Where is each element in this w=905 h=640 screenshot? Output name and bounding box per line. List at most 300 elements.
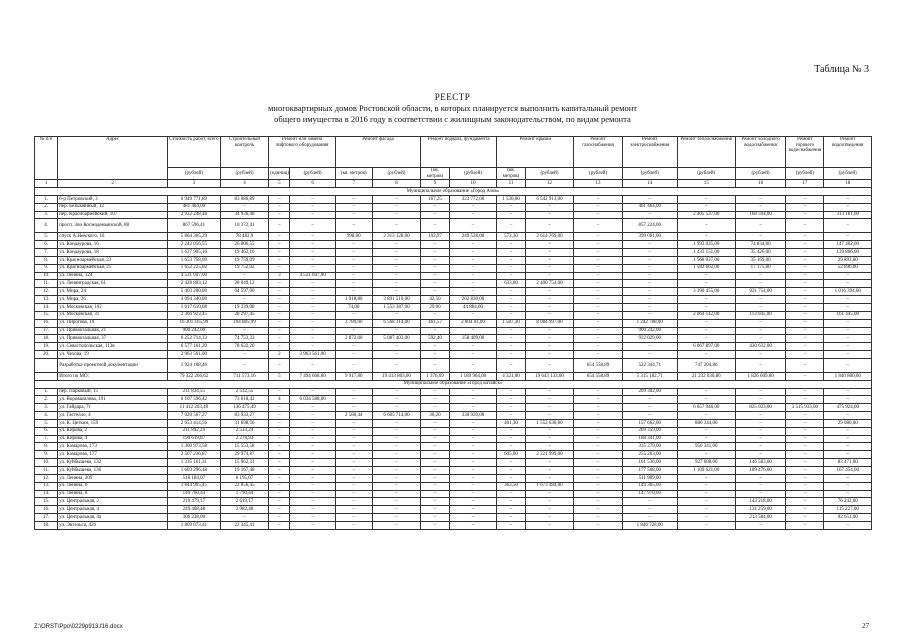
value-cell: 2 507 236,87 (167, 451, 220, 459)
value-cell: – (372, 427, 421, 435)
value-cell: – (335, 219, 372, 233)
value-cell: 26 806,55 (220, 241, 269, 249)
value-cell: 143 218,00 (735, 498, 786, 506)
value-cell: – (372, 474, 421, 482)
value-cell: – (622, 249, 677, 257)
value-cell: – (335, 272, 372, 280)
row-number-cell: 7. (35, 249, 58, 257)
value-cell: 15 962,31 (220, 459, 269, 467)
value-cell: – (574, 396, 623, 404)
value-cell: 28 049,12 (220, 280, 269, 288)
value-cell: 880 344,00 (677, 419, 735, 427)
row-number-cell: 14. (35, 490, 58, 498)
value-cell: – (786, 482, 824, 490)
value-cell: – (786, 288, 824, 296)
value-cell: 6 195,07 (220, 474, 269, 482)
col-header-gas: Ремонт газоснабжения (574, 137, 623, 168)
value-cell: – (372, 396, 421, 404)
value-cell: 2 614 769,00 (525, 233, 574, 241)
row-number-cell: 6. (35, 427, 58, 435)
value-cell: – (574, 482, 623, 490)
value-cell: 2 963 561,00 (290, 351, 335, 359)
value-cell: – (735, 203, 786, 211)
value-cell: 211 834,55 (167, 388, 220, 396)
value-cell: – (525, 506, 574, 514)
value-cell: 79 322 266,62 (167, 372, 220, 380)
col-number: 16 (735, 180, 786, 188)
value-cell: 2 532,55 (220, 388, 269, 396)
value-cell: – (786, 498, 824, 506)
value-cell: 2 872,00 (335, 335, 372, 343)
section-title-row (35, 380, 872, 388)
value-cell: – (735, 443, 786, 451)
value-cell: – (735, 219, 786, 233)
value-cell: – (525, 303, 574, 311)
value-cell: – (290, 280, 335, 288)
value-cell: – (497, 490, 525, 498)
value-cell: – (335, 264, 372, 272)
address-cell: ул. Ленинградская, 61 (58, 280, 168, 288)
value-cell: 2 221 999,00 (525, 451, 574, 459)
unit-cell: (рублей) (290, 168, 335, 180)
col-number: 15 (677, 180, 735, 188)
value-cell: – (335, 358, 372, 372)
value-cell: – (497, 211, 525, 219)
value-cell: 6 252 714,33 (167, 335, 220, 343)
value-cell: 2 428 803,12 (167, 280, 220, 288)
value-cell: – (372, 482, 421, 490)
value-cell: – (372, 451, 421, 459)
value-cell: – (735, 272, 786, 280)
value-cell: – (735, 303, 786, 311)
address-cell: ул. Ленина, 209 (58, 474, 168, 482)
value-cell: – (269, 427, 290, 435)
value-cell: – (677, 482, 735, 490)
value-cell: – (525, 467, 574, 475)
row-number-cell: 13. (35, 482, 58, 490)
value-cell: 29 080,00 (824, 419, 872, 427)
col-header-heat: Ремонт теплоснабжения (677, 137, 735, 168)
value-cell: – (421, 427, 449, 435)
value-cell: 149 760,44 (167, 490, 220, 498)
address-cell: пер. Красноармейский, 107 (58, 211, 168, 219)
value-cell: – (497, 443, 525, 451)
value-cell: – (290, 343, 335, 351)
value-cell: 189 476,00 (735, 467, 786, 475)
value-cell: 481 464,00 (167, 203, 220, 211)
value-cell: – (449, 490, 497, 498)
table-row (35, 241, 872, 249)
value-cell: – (525, 396, 574, 404)
value-cell: 461 464,00 (622, 203, 677, 211)
value-cell: – (269, 474, 290, 482)
value-cell: – (497, 396, 525, 404)
value-cell: – (525, 358, 574, 372)
value-cell: – (290, 467, 335, 475)
value-cell: – (335, 435, 372, 443)
value-cell: – (622, 343, 677, 351)
value-cell: 1 242 788,00 (622, 319, 677, 327)
row-number-cell: 11. (35, 280, 58, 288)
value-cell: 572,30 (497, 233, 525, 241)
value-cell: – (421, 343, 449, 351)
row-number-cell: 7. (35, 435, 58, 443)
value-cell: – (677, 514, 735, 522)
value-cell: – (525, 474, 574, 482)
value-cell: – (290, 288, 335, 296)
value-cell: – (269, 467, 290, 475)
table-row (35, 482, 872, 490)
value-cell: 900 242,00 (167, 327, 220, 335)
value-cell: – (786, 372, 824, 380)
value-cell: 8 084 997,00 (525, 319, 574, 327)
value-cell: – (290, 327, 335, 335)
value-cell: – (497, 335, 525, 343)
col-header-no: № п/п (35, 137, 58, 180)
col-header-cold: Ремонт холодного водоснабжения (735, 137, 786, 168)
value-cell: – (372, 351, 421, 359)
table-row (35, 296, 872, 304)
value-cell: – (220, 514, 269, 522)
value-cell: – (786, 311, 824, 319)
value-cell: 7 494 608,00 (290, 372, 335, 380)
value-cell: – (497, 388, 525, 396)
value-cell: – (335, 288, 372, 296)
value-cell: – (269, 211, 290, 219)
col-number: 11 (497, 180, 525, 188)
address-cell: ул. Севастопольская, 113в (58, 343, 168, 351)
value-cell: – (574, 311, 623, 319)
value-cell: – (335, 443, 372, 451)
value-cell: 2 (269, 351, 290, 359)
value-cell: 161 536,00 (622, 459, 677, 467)
value-cell: – (290, 296, 335, 304)
value-cell: – (449, 498, 497, 506)
col-number: 7 (335, 180, 372, 188)
value-cell: – (335, 506, 372, 514)
table-row (35, 211, 872, 219)
address-cell: ул. Мира, 24 (58, 288, 168, 296)
value-cell: 209 302,00 (622, 388, 677, 396)
value-cell: 19 643 133,00 (525, 372, 574, 380)
value-cell: – (574, 319, 623, 327)
value-cell: – (735, 396, 786, 404)
value-cell: 6 542 913,00 (525, 195, 574, 203)
table-row (35, 219, 872, 233)
value-cell: 4 531 047,00 (290, 272, 335, 280)
address-cell: ул. Привокзальная, 37 (58, 335, 168, 343)
value-cell: 335 279,00 (622, 443, 677, 451)
value-cell: – (525, 412, 574, 420)
value-cell: 5 (269, 372, 290, 380)
value-cell: 857 224,00 (622, 219, 677, 233)
value-cell: 190 619,87 (167, 435, 220, 443)
unit-cell: (единиц) (269, 168, 290, 180)
value-cell: – (525, 335, 574, 343)
address-cell: пер. Парковый, 15 (58, 388, 168, 396)
value-cell: – (677, 280, 735, 288)
table-row (35, 404, 872, 412)
value-cell: 3 (269, 272, 290, 280)
value-cell: – (525, 351, 574, 359)
row-number-cell: 12. (35, 474, 58, 482)
value-cell: 15 553,58 (220, 443, 269, 451)
value-cell: – (622, 256, 677, 264)
row-number-cell: 1. (35, 195, 58, 203)
value-cell: – (574, 467, 623, 475)
value-cell: – (622, 272, 677, 280)
value-cell: – (290, 203, 335, 211)
value-cell: – (574, 490, 623, 498)
value-cell: – (735, 474, 786, 482)
value-cell: – (421, 219, 449, 233)
value-cell: 5 403 200,00 (167, 288, 220, 296)
value-cell: – (497, 264, 525, 272)
value-cell: – (220, 296, 269, 304)
address-cell: ул. Привокзальная, 21 (58, 327, 168, 335)
row-number-cell: 8. (35, 443, 58, 451)
value-cell: 167,25 (421, 195, 449, 203)
value-cell: – (269, 412, 290, 420)
col-header-basement: Ремонт подвала, фундамента (421, 137, 497, 168)
col-header-facade: Ремонт фасада (335, 137, 420, 168)
value-cell: – (735, 233, 786, 241)
value-cell: – (786, 351, 824, 359)
table-row (35, 272, 872, 280)
value-cell: – (269, 498, 290, 506)
value-cell: – (525, 249, 574, 257)
value-cell: 4 531 047,00 (167, 272, 220, 280)
value-cell: – (421, 272, 449, 280)
value-cell: – (290, 412, 335, 420)
value-cell: 194 885,99 (220, 319, 269, 327)
value-cell: 430 632,00 (735, 343, 786, 351)
value-cell: – (735, 195, 786, 203)
unit-cell: (рублей) (824, 168, 872, 180)
row-number-cell: 13. (35, 296, 58, 304)
value-cell: – (574, 451, 623, 459)
value-cell: – (786, 272, 824, 280)
value-cell: 19 462,16 (220, 249, 269, 257)
value-cell: 19 759,09 (220, 256, 269, 264)
value-cell: – (290, 404, 335, 412)
value-cell: 2 278,93 (220, 435, 269, 443)
value-cell: – (421, 327, 449, 335)
value-cell: 3 891 510,00 (372, 296, 421, 304)
value-cell: – (497, 219, 525, 233)
value-cell: 213 584,00 (735, 514, 786, 522)
address-cell: ул. Ленина, 124 (58, 272, 168, 280)
row-number-cell (35, 358, 58, 372)
value-cell: – (525, 459, 574, 467)
value-cell: – (421, 506, 449, 514)
value-cell: 1 924 108,46 (167, 358, 220, 372)
value-cell: 2 242 056,55 (167, 241, 220, 249)
value-cell: – (449, 203, 497, 211)
value-cell: 592,40 (421, 335, 449, 343)
value-cell: 2 313 128,00 (372, 233, 421, 241)
address-cell: спуск А.Невского, 16 (58, 233, 168, 241)
value-cell: – (525, 288, 574, 296)
col-header-control: Строительный контроль (220, 137, 269, 168)
value-cell: – (525, 211, 574, 219)
row-number-cell: 9. (35, 264, 58, 272)
row-number-cell: 17. (35, 514, 58, 522)
value-cell: 6 605 714,00 (372, 412, 421, 420)
value-cell: – (449, 249, 497, 257)
value-cell: – (824, 335, 872, 343)
row-number-cell: 15. (35, 311, 58, 319)
value-cell: – (449, 506, 497, 514)
value-cell: – (372, 195, 421, 203)
value-cell: – (290, 311, 335, 319)
value-cell: – (525, 241, 574, 249)
value-cell: – (574, 241, 623, 249)
row-number-cell: 10. (35, 272, 58, 280)
value-cell: – (677, 272, 735, 280)
value-cell: 1 993 035,00 (677, 241, 735, 249)
value-cell: – (497, 498, 525, 506)
heading-line-2: многоквартирных домов Ростовской области, в которых планируется выполнить капитальный ремонт (268, 103, 637, 113)
value-cell: 867 596,41 (167, 219, 220, 233)
value-cell: – (372, 358, 421, 372)
value-cell: 78 482,9 (220, 233, 269, 241)
value-cell: – (497, 256, 525, 264)
value-cell: – (525, 296, 574, 304)
value-cell: 2 804 81,00 (449, 319, 497, 327)
col-header-cost: Стоимость работ, всего (167, 137, 220, 168)
value-cell: – (335, 482, 372, 490)
value-cell: 35 169,00 (735, 256, 786, 264)
value-cell: – (220, 358, 269, 372)
value-cell: – (269, 451, 290, 459)
value-cell: 931 754,00 (735, 288, 786, 296)
value-cell: 5 087 403,00 (372, 335, 421, 343)
value-cell: – (372, 327, 421, 335)
value-cell: – (290, 506, 335, 514)
value-cell: – (824, 351, 872, 359)
value-cell: – (677, 351, 735, 359)
value-cell: 1 433 151,00 (677, 249, 735, 257)
value-cell: – (497, 249, 525, 257)
table-row (35, 319, 872, 327)
value-cell: – (449, 358, 497, 372)
value-cell: 1 553 387,00 (372, 303, 421, 311)
value-cell: 115 227,00 (824, 506, 872, 514)
value-cell: 1 918,80 (335, 296, 372, 304)
table-row (35, 280, 872, 288)
value-cell: – (335, 459, 372, 467)
value-cell: – (290, 249, 335, 257)
value-cell: – (824, 427, 872, 435)
value-cell: – (372, 264, 421, 272)
col-number: 3 (167, 180, 220, 188)
value-cell: 825 023,00 (735, 404, 786, 412)
value-cell: 1 376,69 (421, 372, 449, 380)
value-cell: – (372, 203, 421, 211)
value-cell: 158 409,00 (449, 335, 497, 343)
value-cell: – (335, 427, 372, 435)
value-cell: – (421, 358, 449, 372)
value-cell: – (622, 264, 677, 272)
value-cell: – (622, 311, 677, 319)
value-cell: – (824, 358, 872, 372)
address-cell: ул. Энгельса, 426 (58, 521, 168, 529)
value-cell: – (824, 490, 872, 498)
unit-cell: (рублей) (167, 168, 220, 180)
unit-cell: (рублей) (622, 168, 677, 180)
value-cell: 4 321,00 (497, 372, 525, 380)
value-cell: – (269, 319, 290, 327)
value-cell: – (735, 351, 786, 359)
value-cell: 6 949 771,89 (167, 195, 220, 203)
value-cell: – (269, 327, 290, 335)
value-cell: – (786, 256, 824, 264)
value-cell: – (525, 490, 574, 498)
value-cell: 511 989,00 (622, 474, 677, 482)
value-cell: 2 653 414,56 (167, 419, 220, 427)
value-cell: – (622, 506, 677, 514)
value-cell: – (574, 288, 623, 296)
file-path: Z:\ORST\Ppo\0229p913.f16.docx (34, 624, 123, 630)
value-cell: – (335, 396, 372, 404)
value-cell: – (372, 419, 421, 427)
value-cell: – (622, 351, 677, 359)
value-cell: – (335, 211, 372, 219)
value-cell: – (497, 272, 525, 280)
value-cell: – (574, 327, 623, 335)
value-cell: 6 107 596,42 (167, 396, 220, 404)
value-cell: – (574, 514, 623, 522)
value-cell: 74,00 (335, 303, 372, 311)
value-cell: – (786, 211, 824, 219)
value-cell: – (735, 435, 786, 443)
value-cell: – (290, 388, 335, 396)
row-number-cell: 16. (35, 506, 58, 514)
value-cell: – (269, 203, 290, 211)
value-cell: – (335, 404, 372, 412)
value-cell: – (269, 280, 290, 288)
value-cell: – (786, 343, 824, 351)
col-number: 17 (786, 180, 824, 188)
value-cell: – (735, 427, 786, 435)
value-cell: – (574, 303, 623, 311)
value-cell: – (824, 443, 872, 451)
value-cell: – (735, 296, 786, 304)
value-cell: 193,97 (421, 233, 449, 241)
value-cell: 475 924,00 (824, 404, 872, 412)
value-cell: – (574, 280, 623, 288)
value-cell: 161 445,00 (824, 311, 872, 319)
address-cell: ул. Ленина, 6 (58, 482, 168, 490)
value-cell: – (677, 296, 735, 304)
value-cell: – (677, 396, 735, 404)
value-cell: 209 359,00 (622, 427, 677, 435)
value-cell: – (220, 327, 269, 335)
address-cell: ул. К. Цеткин, 159 (58, 419, 168, 427)
address-cell: ул. Гастелло, 4 (58, 412, 168, 420)
value-cell: – (421, 443, 449, 451)
value-cell: – (786, 396, 824, 404)
table-row (35, 388, 872, 396)
design-docs-row (35, 358, 872, 372)
value-cell: 149 365,00 (622, 482, 677, 490)
value-cell: – (449, 256, 497, 264)
value-cell: – (525, 219, 574, 233)
value-cell: – (269, 506, 290, 514)
value-cell: 2 366 923,45 (167, 311, 220, 319)
unit-cell: (кв. метров) (497, 168, 525, 180)
